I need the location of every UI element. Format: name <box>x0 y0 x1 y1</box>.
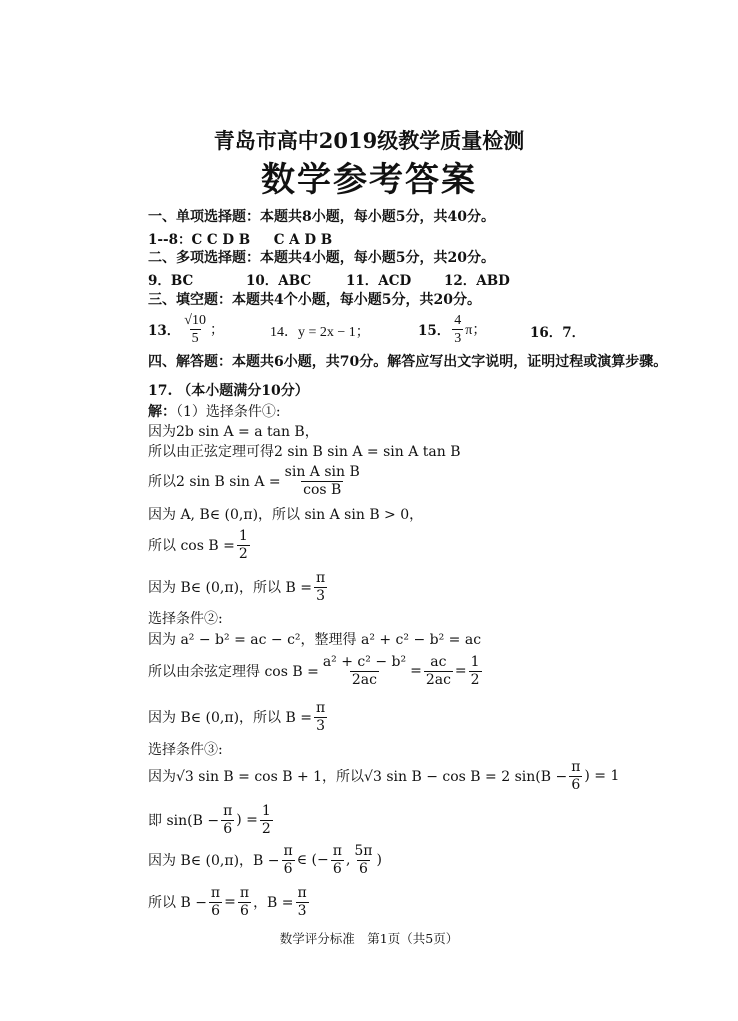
denominator: 6 <box>283 860 293 877</box>
q17-line8-fraction3 <box>469 654 482 689</box>
q17-line12-text: 因为 B∈ (0,π)，B − <box>148 853 280 869</box>
q17-line8-fraction1 <box>321 654 408 689</box>
numerator: π <box>297 884 307 901</box>
solution-label: 解： <box>148 404 176 420</box>
numerator: a² + c² − b² <box>322 653 407 670</box>
q17-line9-fraction <box>314 700 327 735</box>
answer-15-fraction <box>452 312 463 347</box>
denominator: 3 <box>316 587 326 604</box>
answer-13-denominator: 5 <box>191 330 199 346</box>
document-title: 青岛市高中2019级教学质量检测 <box>213 128 525 153</box>
q17-line13-fraction2 <box>238 885 251 920</box>
numerator: π <box>332 842 342 859</box>
q17-line11 <box>148 800 275 840</box>
q17-line5-text: 所以 cos B = <box>148 538 235 554</box>
equals-sign: = <box>410 663 422 679</box>
numerator: 1 <box>261 802 271 819</box>
answer-11: 11．ACD <box>346 273 412 289</box>
numerator: 1 <box>470 653 480 670</box>
answer-12: 12．ABD <box>444 273 510 289</box>
q17-line13-eq: = <box>224 894 236 910</box>
q17-line12-close: ) <box>376 852 382 868</box>
answer-13-numerator: √10 <box>184 312 206 328</box>
answer-15-label: 15． <box>418 323 451 339</box>
answer-15-denominator: 3 <box>454 330 462 346</box>
numerator: 5π <box>354 842 373 859</box>
numerator: π <box>315 569 326 586</box>
section1-heading: 一、单项选择题：本题共8小题，每小题5分，共40分。 <box>148 209 495 225</box>
denominator: 2 <box>470 671 480 688</box>
q17-line10-text: 因为√3 sin B = cos B + 1，所以√3 sin B − cos B = 2 sin(B − <box>148 769 568 785</box>
document-subtitle: 数学参考答案 <box>261 160 477 200</box>
q17-line6 <box>148 567 329 607</box>
q17-line12-in: ∈ (− <box>296 852 329 868</box>
denominator: 6 <box>358 860 368 877</box>
denominator: 2 <box>238 545 248 562</box>
denominator: 6 <box>211 902 220 919</box>
answer-13-separator: ； <box>209 322 224 338</box>
section3-heading: 三、填空题：本题共4个小题，每小题5分，共20分。 <box>148 292 481 308</box>
answer-16: 16．7． <box>530 325 586 341</box>
answer-13 <box>148 309 224 349</box>
q17-line8-text: 所以由余弦定理得 cos B = <box>148 664 319 680</box>
q17-line6-fraction <box>314 570 327 605</box>
equals-sign: = <box>454 663 467 679</box>
q17-line13 <box>148 882 311 922</box>
answer-15-tail: π； <box>465 323 487 338</box>
numerator: ac <box>430 653 447 670</box>
q17-line12-fraction1 <box>282 843 295 878</box>
numerator: π <box>223 802 233 819</box>
q17-line3 <box>148 461 364 501</box>
section4-heading: 四、解答题：本题共6小题，共70分。解答应写出文字说明，证明过程或演算步骤。 <box>148 354 668 370</box>
condition3-label: 选择条件③: <box>148 742 223 758</box>
q17-line12 <box>148 840 382 880</box>
q17-line10-tail: ) = 1 <box>584 768 620 784</box>
q17-title: 17. （本小题满分10分） <box>148 383 309 399</box>
numerator: π <box>283 842 293 859</box>
answer-14: 14．y = 2x − 1； <box>270 325 370 340</box>
denominator: 6 <box>240 902 249 919</box>
numerator: π <box>239 884 250 901</box>
q17-line3-fraction <box>283 464 362 499</box>
numerator: π <box>210 884 221 901</box>
denominator: 3 <box>297 902 307 919</box>
q17-line4: 因为 A, B∈ (0,π)，所以 sin A sin B > 0， <box>148 507 424 523</box>
denominator: 2ac <box>351 671 377 688</box>
answer-13-label: 13． <box>148 323 181 339</box>
q17-line10 <box>148 756 619 796</box>
q17-line11-mid: ) = <box>236 812 258 828</box>
answer-9: 9．BC <box>148 273 194 289</box>
numerator: π <box>315 699 326 716</box>
q17-line12-fraction2 <box>331 843 344 878</box>
q17-line6-text: 因为 B∈ (0,π)，所以 B = <box>148 580 312 596</box>
q17-line13-fraction3 <box>296 885 309 920</box>
denominator: 3 <box>316 717 326 734</box>
q17-line12-fraction3 <box>352 843 374 878</box>
denominator: 2 <box>261 820 271 837</box>
q17-line11-text: 即 sin(B − <box>148 813 220 829</box>
q17-line12-comma: , <box>345 852 351 868</box>
q17-line3-text: 所以2 sin B sin A = <box>148 474 281 490</box>
q17-part1-line <box>148 401 281 421</box>
q17-line9-text: 因为 B∈ (0,π)，所以 B = <box>148 710 312 726</box>
answer-13-fraction <box>182 312 208 347</box>
numerator: sin A sin B <box>284 463 360 480</box>
denominator: 6 <box>223 820 233 837</box>
answer-15-numerator: 4 <box>454 312 462 328</box>
section2-heading: 二、多项选择题：本题共4小题，每小题5分，共20分。 <box>148 250 495 266</box>
denominator: 6 <box>332 860 342 877</box>
q17-line11-fraction2 <box>260 803 273 838</box>
section1-answers: 1--8：C C D B C A D B <box>148 232 333 248</box>
q17-line8-fraction2 <box>424 654 453 689</box>
denominator: 2ac <box>425 671 451 688</box>
q17-line10-fraction <box>569 759 582 794</box>
q17-line8 <box>148 651 484 691</box>
answer-15 <box>418 309 486 349</box>
numerator: 1 <box>238 527 248 544</box>
answer-10: 10．ABC <box>246 273 312 289</box>
q17-line13-fraction1 <box>209 885 222 920</box>
q17-line9 <box>148 697 329 737</box>
part1-label: （1）选择条件①: <box>176 404 281 420</box>
q17-line5 <box>148 525 252 565</box>
q17-line2: 所以由正弦定理可得2 sin B sin A = sin A tan B <box>148 444 461 460</box>
condition2-label: 选择条件②: <box>148 611 223 627</box>
q17-line13-mid: ，B = <box>253 895 294 911</box>
q17-line11-fraction1 <box>221 803 234 838</box>
q17-line5-fraction <box>237 528 250 563</box>
q17-line7: 因为 a² − b² = ac − c²，整理得 a² + c² − b² = ac <box>148 632 482 648</box>
q17-line1: 因为2b sin A = a tan B， <box>148 424 319 440</box>
q17-line13-text: 所以 B − <box>148 895 207 911</box>
numerator: π <box>571 758 581 775</box>
page-footer: 数学评分标准 第1页（共5页） <box>279 931 459 946</box>
denominator: cos B <box>303 481 342 498</box>
denominator: 6 <box>571 776 581 793</box>
